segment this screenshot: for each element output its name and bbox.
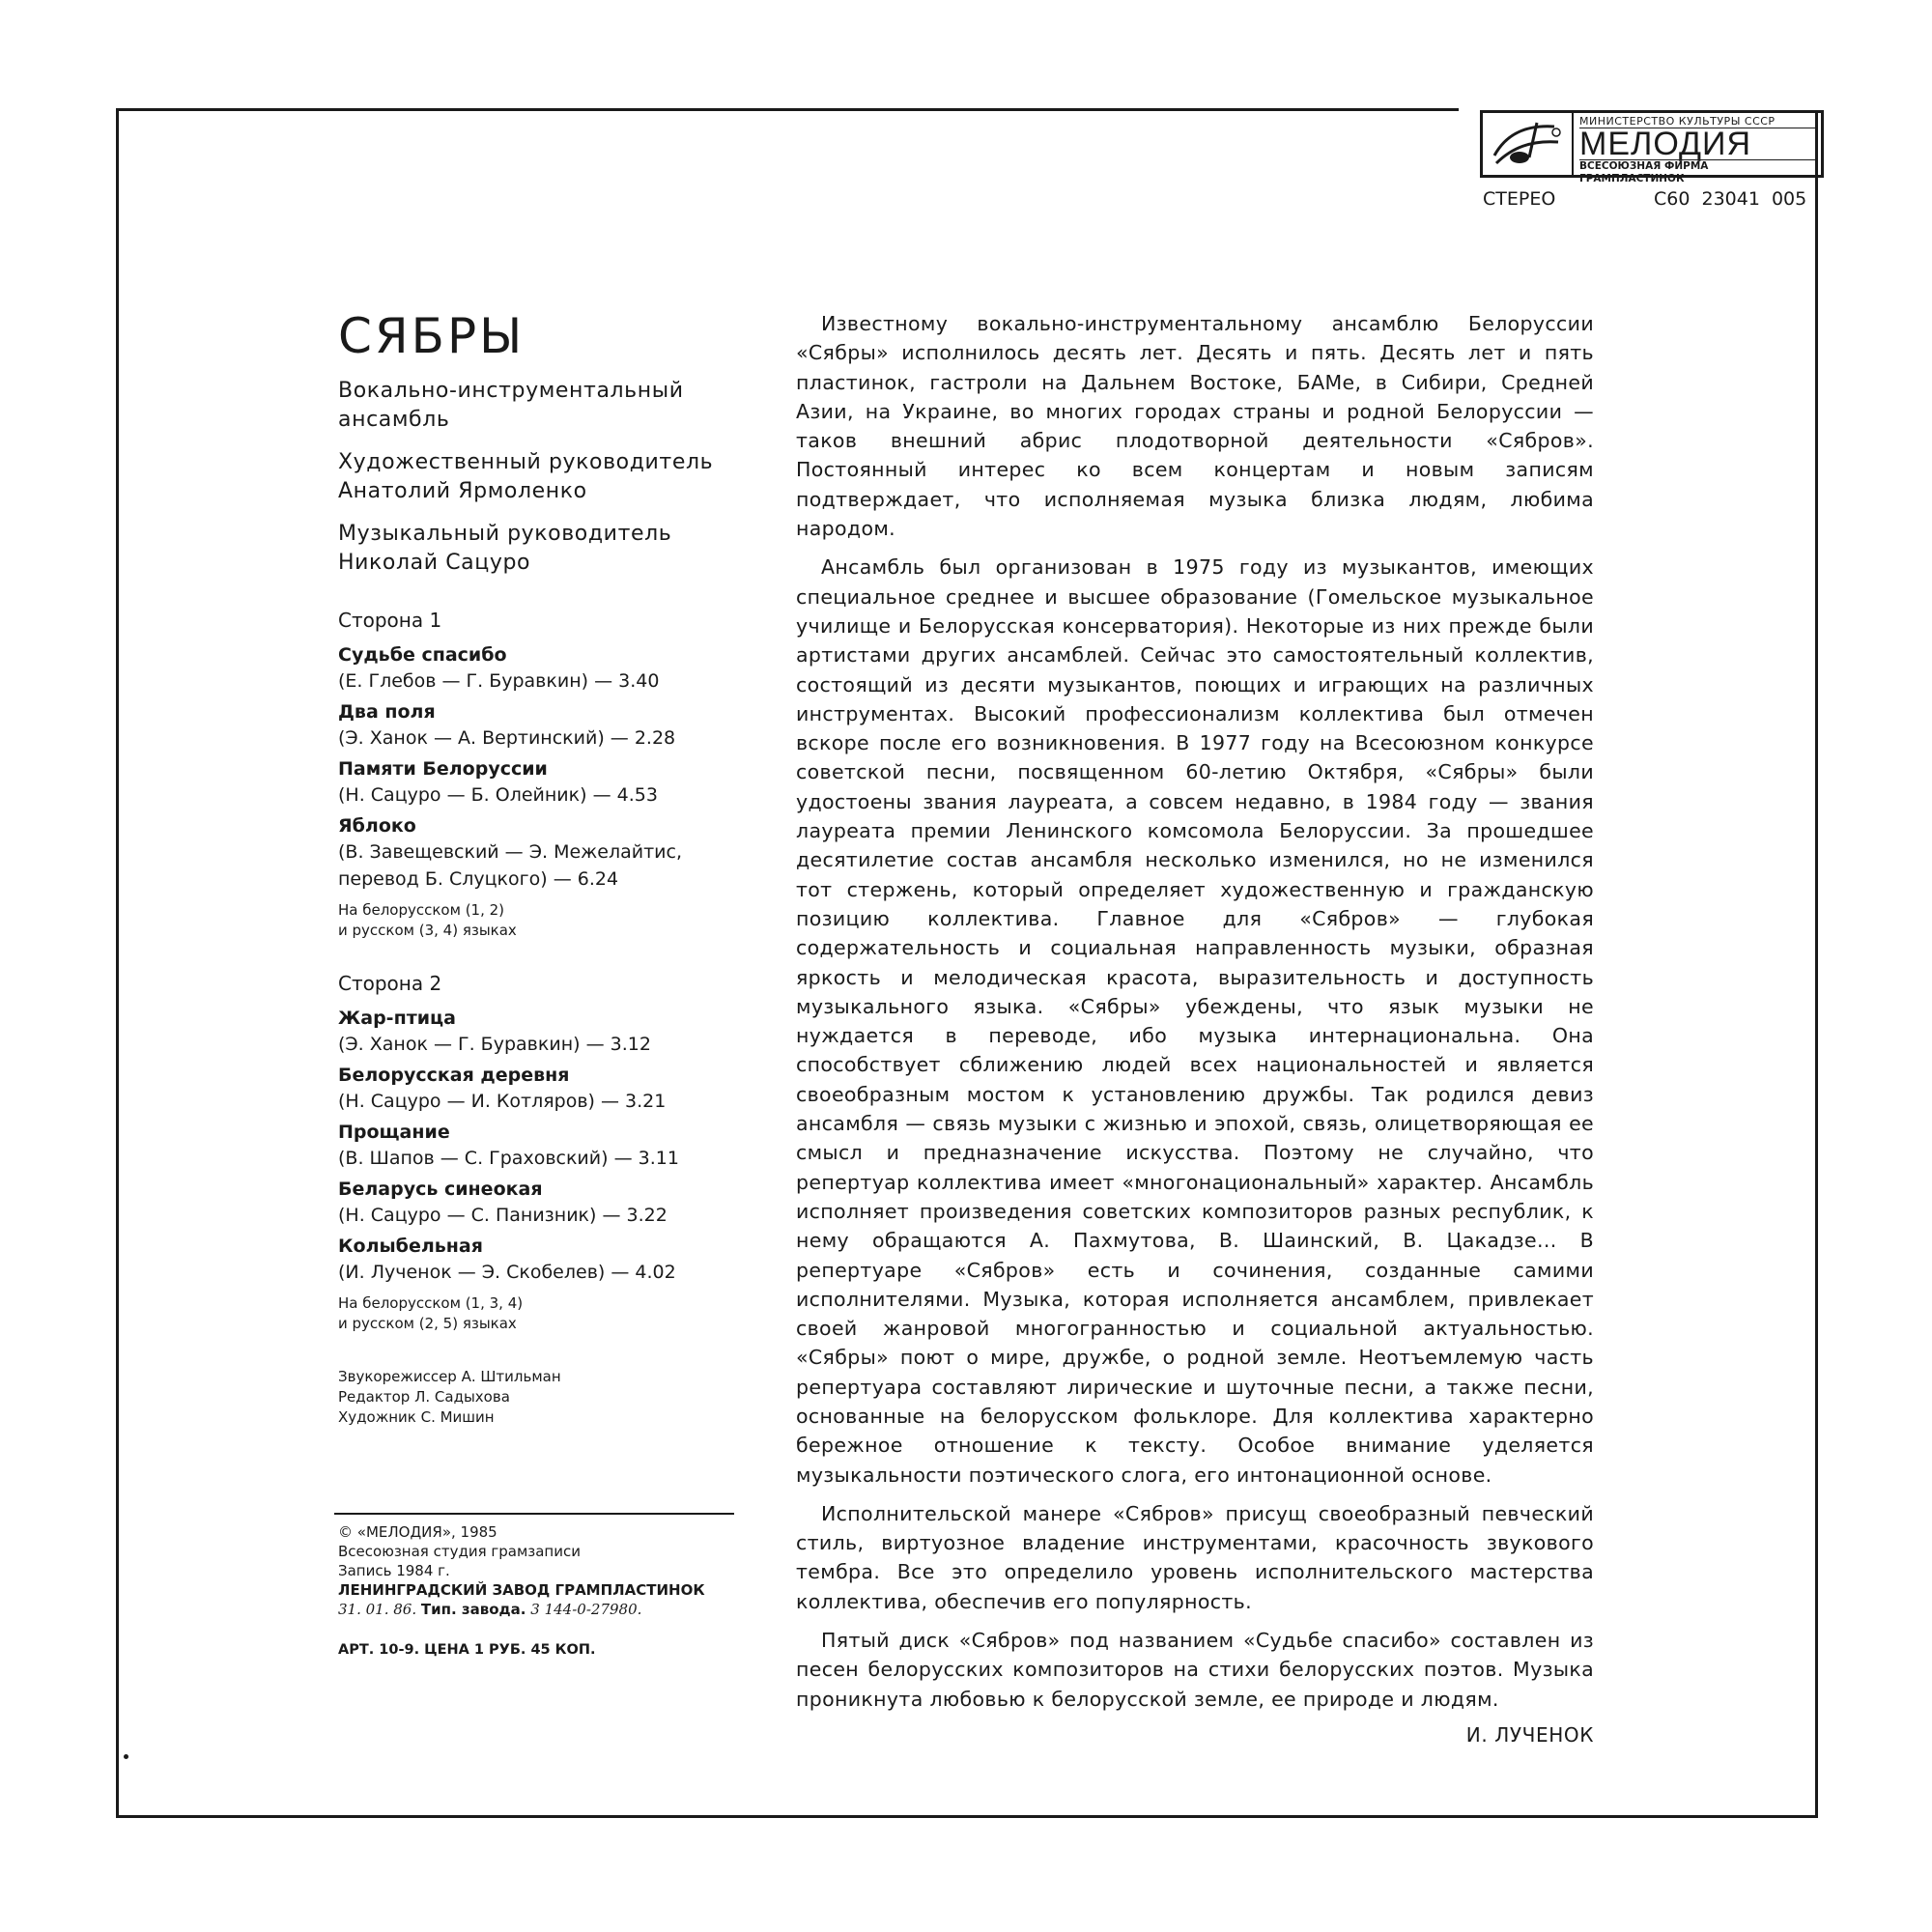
imprint-block: [338, 1522, 753, 1619]
print-line: [338, 1600, 753, 1619]
side-2-tracklist: [338, 1007, 744, 1286]
track-credit: (Н. Сацуро — Б. Олейник) — 4.53: [338, 784, 658, 806]
stereo-label: СТЕРЕО: [1483, 188, 1556, 210]
track: [338, 1007, 744, 1058]
production-credits: Звукорежиссер А. Штильман Редактор Л. Садыхова Художник С. Мишин: [338, 1368, 561, 1426]
imprint-divider: [334, 1513, 734, 1515]
article-paragraph: Пятый диск «Сябров» под названием «Судьбе спасибо» составлен из песен белорусских композиторов на стихи белорусских поэтов. Музыка проникнута любовью к белорусской земле, ее природе и людям.: [796, 1629, 1594, 1711]
track: [338, 1121, 744, 1172]
track: [338, 1178, 744, 1229]
track-credit: (Э. Ханок — Г. Буравкин) — 3.12: [338, 1034, 651, 1055]
logo-ministry: МИНИСТЕРСТВО КУЛЬТУРЫ СССР: [1579, 115, 1815, 128]
price-line: АРТ. 10-9. ЦЕНА 1 РУБ. 45 КОП.: [338, 1642, 596, 1658]
track-credit: (Н. Сацуро — И. Котляров) — 3.21: [338, 1091, 667, 1112]
track-credit: (В. Завещевский — Э. Межелайтис, перевод Б. Слуцкого) — 6.24: [338, 841, 682, 890]
art-director: Художественный руководитель Анатолий Ярмоленко: [338, 450, 714, 503]
track: [338, 1235, 744, 1286]
print-type-label: Тип. завода.: [420, 1601, 526, 1618]
track-title: Яблоко: [338, 815, 416, 837]
track-title: Беларусь синеокая: [338, 1179, 543, 1200]
track-title: Жар-птица: [338, 1008, 456, 1029]
track-title: Два поля: [338, 701, 436, 723]
left-column: [338, 307, 744, 1428]
print-type-code: 3 144-0-27980.: [530, 1601, 642, 1618]
melodiya-logo: [1480, 110, 1824, 185]
side-1-languages: На белорусском (1, 2) и русском (3, 4) языках: [338, 901, 517, 939]
track: [338, 700, 744, 752]
article-paragraph: Исполнительской манере «Сябров» присущ своеобразный певческий стиль, виртуозное владение инструментами, красочность звукового тембра. Все это определило уровень исполнительского мастерства коллектива, обеспечив его популярность.: [796, 1501, 1594, 1613]
track: [338, 643, 744, 695]
logo-firm: ВСЕСОЮЗНАЯ ФИРМА ГРАМПЛАСТИНОК: [1579, 159, 1815, 185]
track-title: Судьбе спасибо: [338, 644, 507, 666]
melodiya-emblem-icon: [1483, 113, 1574, 175]
article-paragraph: Известному вокально-инструментальному ансамблю Белоруссии «Сябры» исполнилось десять лет. Десять и пять. Десять лет и пять пластинок, гастроли на Дальнем Востоке, БАМе, в Сибири, Средней Азии, на Украине, во многих городах страны и родной Белоруссии — таков внешний абрис плодотворной деятельности «Сябров». Постоянный интерес ко всем концертам и новым записям подтверждает, что исполняемая музыка близка людям, любима народом.: [796, 312, 1594, 541]
side-2-languages: На белорусском (1, 3, 4) и русском (2, 5) языках: [338, 1294, 524, 1332]
print-speck: [124, 1754, 128, 1759]
track-credit: (Э. Ханок — А. Вертинский) — 2.28: [338, 727, 676, 749]
track-title: Прощание: [338, 1122, 450, 1143]
recorded-line: Запись 1984 г.: [338, 1562, 450, 1579]
track-credit: (В. Шапов — С. Граховский) — 3.11: [338, 1148, 679, 1169]
logo-name: МЕЛОДИЯ: [1579, 126, 1752, 162]
track-credit: (Е. Глебов — Г. Буравкин) — 3.40: [338, 670, 660, 692]
band-title: СЯБРЫ: [338, 308, 526, 364]
copyright-line: © «МЕЛОДИЯ», 1985: [338, 1523, 497, 1541]
article-column: [796, 309, 1594, 1747]
track-title: Колыбельная: [338, 1236, 483, 1257]
track-credit: (Н. Сацуро — С. Панизник) — 3.22: [338, 1205, 668, 1226]
print-date: 31. 01. 86.: [338, 1601, 417, 1618]
track: [338, 1064, 744, 1115]
track: [338, 757, 744, 809]
band-subtitle: Вокально-инструментальный ансамбль: [338, 379, 684, 432]
track-credit: (И. Лученок — Э. Скобелев) — 4.02: [338, 1262, 676, 1283]
side-1-tracklist: [338, 643, 744, 893]
track-title: Белорусская деревня: [338, 1065, 570, 1086]
article-paragraph: Ансамбль был организован в 1975 году из музыкантов, имеющих специальное среднее и высшее образование (Гомельское музыкальное училище и Белорусская консерватория). Некоторые из них прежде были артистами других ансамблей. Сейчас это самостоятельный коллектив, состоящий из десяти музыкантов, поющих и играющих на различных инструментах. Высокий профессионализм коллектива был отмечен вскоре после его возникновения. В 1977 году на Всесоюзном конкурсе советской песни, посвященном 60-летию Октября, «Сябры» были удостоены звания лауреата, а совсем недавно, в 1984 году — звания лауреата премии Ленинского комсомола Белоруссии. За прошедшее десятилетие состав ансамбля несколько изменился, но не изменился тот стержень, который определяет художественную и гражданскую позицию коллектива. Главное для «Сябров» — глубокая содержательность и социальная направленность музыки, образная яркость и мелодическая красота, выразительность и доступность музыкального языка. «Сябры» убеждены, что язык музыки не нуждается в переводе, ибо музыка интернациональна. Она способствует сближению людей всех национальностей и является своеобразным мостом к установлению дружбы. Так родился девиз ансамбля — связь музыки с жизнью и эпохой, связь, олицетворяющая ее смысл и предназначение искусства. Поэтому не случайно, что репертуар коллектива имеет «многонациональный» характер. Ансамбль исполняет произведения советских композиторов разных республик, к нему обращаются А. Пахмутова, В. Шаинский, В. Цакадзе... В репертуаре «Сябров» есть и сочинения, созданные самими исполнителями. Музыка, которая исполняется ансамблем, привлекает своей жанровой многогранностью и социальной актуальностью. «Сябры» поют о мире, дружбе, о родной земле. Неотъемлемую часть репертуара составляют лирические и шуточные песни, а также песни, основанные на белорусском фольклоре. Для коллектива характерно бережное отношение к тексту. Особое внимание уделяется музыкальности поэтического слога, его интонационной основе.: [796, 555, 1594, 1487]
track-title: Памяти Белоруссии: [338, 758, 548, 780]
plant-line: ЛЕНИНГРАДСКИЙ ЗАВОД ГРАМПЛАСТИНОК: [338, 1581, 705, 1599]
studio-line: Всесоюзная студия грамзаписи: [338, 1543, 581, 1560]
catalog-number: С60 23041 005: [1654, 188, 1807, 210]
music-director: Музыкальный руководитель Николай Сацуро: [338, 522, 672, 575]
side-1-label: Сторона 1: [338, 609, 442, 632]
side-2-label: Сторона 2: [338, 972, 442, 995]
track: [338, 814, 744, 893]
article-author: И. ЛУЧЕНОК: [1465, 1722, 1594, 1747]
